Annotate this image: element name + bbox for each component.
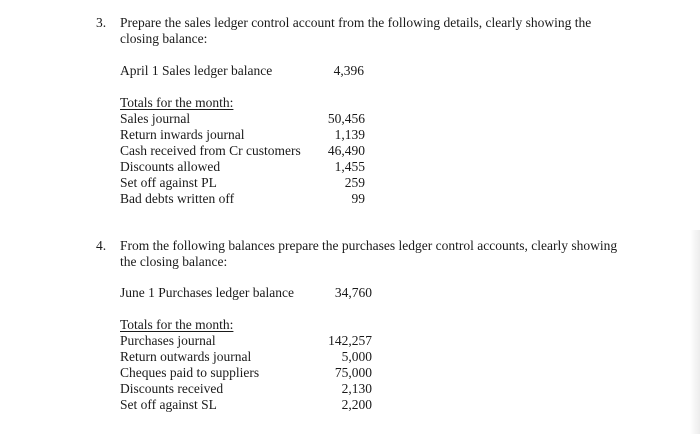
question-3-opening-label: April 1 Sales ledger balance <box>120 63 273 78</box>
question-4-item-value: 75,000 <box>334 365 372 380</box>
question-3-item-label: Sales journal <box>120 111 191 126</box>
question-3-item-value: 259 <box>344 175 365 190</box>
question-4-number: 4. <box>96 238 107 253</box>
question-4-item-value: 2,200 <box>341 397 372 412</box>
question-4-text: From the following balances prepare the purchases ledger control accounts, clearly showing the closing balance: <box>120 238 618 269</box>
question-4-opening-label: June 1 Purchases ledger balance <box>120 285 294 300</box>
question-4-item-label: Purchases journal <box>120 333 216 348</box>
question-3-item-labels <box>120 111 301 207</box>
question-4-item-label: Discounts received <box>120 381 224 396</box>
question-3-opening-value: 4,396 <box>333 63 364 78</box>
question-3-item-value: 50,456 <box>327 111 365 126</box>
question-4-item-label: Cheques paid to suppliers <box>120 365 260 380</box>
question-4-item-labels <box>120 333 259 413</box>
question-4-totals-heading: Totals for the month: <box>120 317 234 332</box>
question-3-item-label: Discounts allowed <box>120 159 221 174</box>
question-3-item-label: Return inwards journal <box>120 127 245 142</box>
question-3-totals-heading: Totals for the month: <box>120 95 234 110</box>
question-3-item-values <box>300 111 365 207</box>
question-3-item-value: 99 <box>351 191 365 206</box>
page-edge-shadow <box>690 230 700 434</box>
question-4-opening-value: 34,760 <box>334 285 372 300</box>
question-4-item-label: Set off against SL <box>120 397 217 412</box>
question-3-item-label: Cash received from Cr customers <box>120 143 301 158</box>
question-3-item-value: 46,490 <box>327 143 365 158</box>
question-3-item-label: Bad debts written off <box>120 191 235 206</box>
question-4-item-value: 5,000 <box>341 349 372 364</box>
question-4-item-label: Return outwards journal <box>120 349 252 364</box>
question-4-item-values <box>308 333 372 413</box>
question-3-item-value: 1,139 <box>334 127 365 142</box>
question-3-item-value: 1,455 <box>334 159 365 174</box>
question-3-number: 3. <box>96 15 107 30</box>
question-4-item-value: 142,257 <box>328 333 372 348</box>
question-3-text: Prepare the sales ledger control account from the following details, clearly showing the closing balance: <box>120 15 592 46</box>
question-4-item-value: 2,130 <box>341 381 372 396</box>
question-3-item-label: Set off against PL <box>120 175 217 190</box>
